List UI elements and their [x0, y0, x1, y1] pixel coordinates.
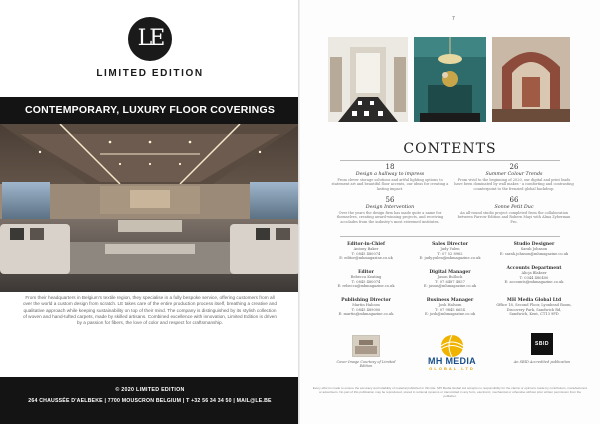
staff-line: Rebecca Keating	[350, 275, 382, 279]
globe-icon	[424, 332, 480, 358]
toc-page-number: 56	[385, 196, 395, 204]
cover-caption: Cover Image Courtesy of Limited Edition	[336, 360, 396, 369]
staff-role: Sales Director	[432, 242, 468, 247]
toc-entry[interactable]	[454, 163, 574, 191]
contents-rule	[340, 160, 560, 161]
staff-role: MH Media Global Ltd	[506, 298, 562, 303]
staff-block	[408, 242, 492, 261]
brand-name: LIMITED EDITION	[96, 68, 204, 79]
staff-block	[408, 298, 492, 317]
staff-line: Office 18, Second Floor, Lyonhead Room,	[496, 303, 572, 307]
teal-room-photo	[414, 37, 486, 122]
arched-corridor-photo	[492, 37, 570, 122]
toc-text: Over the years the design firm has made quite a name for themselves, creating award-winning projects, and receiving accolades from the industry's most esteemed institutes.	[336, 211, 444, 224]
toc-page-number: 18	[385, 163, 395, 171]
toc-text: From vivid to the beginning of 2020, our digital and print leads have been dominated by wall makes - a comforting and contrasting counterpoint to the frenzied global backdrop.	[454, 178, 574, 191]
cover-thumbnail	[352, 335, 380, 357]
toc-title: Design a hallway to impress	[355, 172, 425, 177]
staff-line: T: 0845 489000	[351, 307, 381, 312]
staff-line: T: 0845 480074	[351, 251, 381, 256]
advert-description: From their headquarters in Belgium's textile region, they specialise in a fully bespoke service, offering customers from all over the world a custom design from scratch. LE takes care of the entire production process itself, breathing a creative and qualitative approach while keeping sustainability on top of their mind. The company is distinguished by its stylish collection of woven and hand-tufted carpets, made by skilled artisans. Combined excellence with innovation, Limited Edition is driven by a passion for fibers, the love of color and respect for craftsmanship.	[22, 295, 278, 326]
staff-block	[324, 270, 408, 289]
toc-entry[interactable]	[330, 163, 450, 191]
staff-role: Editor-in-Chief	[347, 242, 385, 247]
advert-footer	[0, 377, 300, 424]
toc-text: From clever storage solutions and artful lighting options to statement art and beautiful floor accents, our ideas for creating a lasting impact.	[331, 178, 449, 191]
contents-title: CONTENTS	[403, 141, 497, 157]
staff-block	[492, 242, 576, 256]
disclaimer: Every effort is made to ensure the accuracy and reliability of material published in this title. MH Media Global Ltd accepts no responsibility for the claims or opinions made by contributors, manufacturers or advertisers. No part of this publication may be reproduced, stored in retrieval systems or transmitted in any form, electronic, mechanical or otherwise without prior written permission from the publisher.	[312, 386, 588, 398]
staff-line: E: martin@mhmagazine.co.uk	[338, 312, 394, 317]
hallway-photo	[328, 37, 408, 122]
staff-line: E: jason@mhmagazine.co.uk	[423, 284, 477, 289]
staff-line: T: 0344 480400	[519, 275, 549, 280]
staff-role: Editor	[358, 270, 374, 275]
contents-page	[300, 0, 600, 424]
toc-page-number: 26	[509, 163, 519, 171]
staff-line: T: 07 52 8962	[437, 251, 463, 256]
toc-text: An all-round studio project completed from the collaboration between Farrow Edition and Robern Mayi with Alma Zyberman Pro.	[457, 211, 571, 224]
staff-role: Publishing Director	[341, 298, 391, 303]
mh-media-text: MH MEDIA	[428, 356, 476, 366]
staff-line: E: rebecca@mhmagazine.co.uk	[337, 284, 395, 289]
contact-address: 264 CHAUSSÉE D'AELBEKE | 7700 MOUSCRON BELGIUM | T +32 56 34 34 50 | MAIL@LE.BE	[28, 398, 272, 404]
staff-block	[492, 266, 576, 285]
staff-block	[324, 242, 408, 261]
staff-line: Antony Baker	[353, 247, 379, 251]
staff-line: E: judy.yulen@mhmagazine.co.uk	[419, 256, 481, 261]
staff-line: Josh Halsom	[438, 303, 462, 307]
staff-line: T: 0845 480074	[351, 279, 381, 284]
copyright: © 2020 LIMITED EDITION	[115, 387, 185, 393]
staff-role: Accounts Department	[506, 266, 562, 271]
staff-role: Digital Manager	[429, 270, 471, 275]
staff-line: Sarah Johnson	[520, 247, 548, 251]
sbid-caption: An SBID Accredited publication	[513, 360, 571, 364]
staff-line: E: editor@mhmagazine.co.uk	[339, 256, 393, 261]
staff-line: Alicja Blakser	[521, 271, 547, 275]
staff-line: Discovery Park, Sandwich Rd,	[506, 307, 562, 312]
staff-line: Martin Halcom	[352, 303, 380, 307]
toc-title: Sonne Petit Duc	[494, 205, 534, 210]
staff-block	[492, 298, 576, 317]
staff-line: E: josh@mhmagazine.co.uk	[424, 312, 476, 317]
staff-line: T: 07 6487 4857	[435, 279, 465, 284]
logo-mark: LE	[137, 26, 163, 51]
toc-title: Summer Colour Trends	[485, 172, 543, 177]
toc-page-number: 66	[509, 196, 519, 204]
staff-rule	[340, 236, 560, 237]
toc-entry[interactable]	[454, 196, 574, 224]
staff-role: Studio Designer	[513, 242, 555, 247]
toc-title: Design Intervention	[365, 205, 415, 210]
staff-line: Jason Bullock	[437, 275, 463, 279]
staff-line: Judy Yulen	[440, 247, 460, 251]
staff-line: Sandwich, Kent, CT13 9FD	[509, 312, 559, 317]
toc-entry[interactable]	[330, 196, 450, 224]
sbid-logo: SBID	[531, 333, 553, 355]
staff-block	[408, 270, 492, 289]
brand-logo	[128, 17, 172, 61]
staff-line: T: 07 9845 6654	[435, 307, 465, 312]
mh-media-subtext: GLOBAL LTD	[429, 366, 475, 371]
staff-block	[324, 298, 408, 317]
staff-line: E: accounts@mhmagazine.co.uk	[504, 280, 564, 285]
headline: CONTEMPORARY, LUXURY FLOOR COVERINGS	[24, 104, 276, 116]
mh-media-logo	[424, 332, 480, 374]
staff-line: E: sarah.johnson@mhmagazine.co.uk	[499, 251, 569, 256]
page-number: 7	[452, 16, 455, 22]
yacht-lounge-photo	[0, 124, 300, 292]
staff-role: Business Manager	[426, 298, 474, 303]
